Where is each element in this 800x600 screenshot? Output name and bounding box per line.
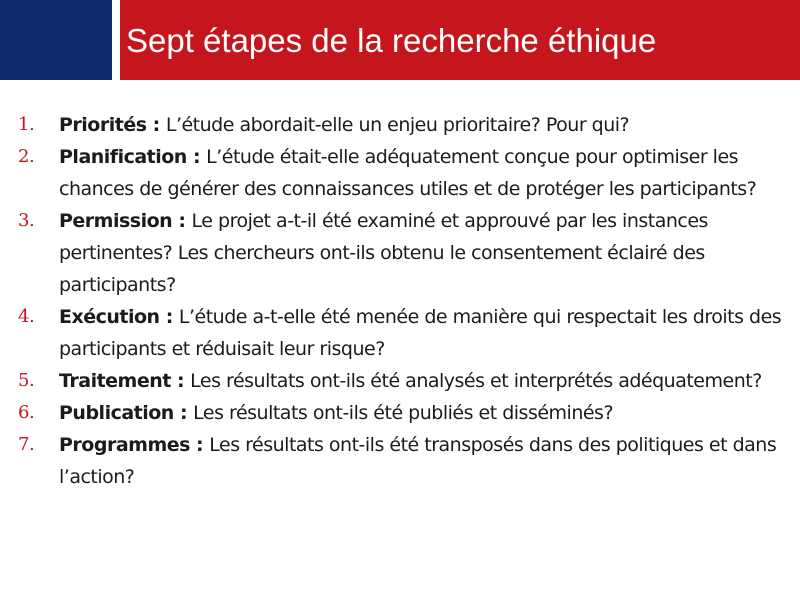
step-text: Les résultats ont-ils été transposés dans des politiques et dans l’action? — [59, 434, 777, 488]
step-text: L’étude abordait-elle un enjeu prioritaire? Pour qui? — [165, 114, 630, 136]
header-divider — [112, 0, 120, 80]
step-text: Les résultats ont-ils été analysés et interprétés adéquatement? — [190, 370, 762, 392]
step-number: 3. — [18, 210, 35, 231]
step-term: Programmes : — [59, 434, 210, 456]
step-term: Permission : — [59, 210, 192, 232]
step-item-programmes — [18, 429, 788, 493]
header-blue-block — [0, 0, 112, 80]
step-term: Publication : — [59, 402, 194, 424]
step-text: Les résultats ont-ils été publiés et disséminés? — [193, 402, 614, 424]
step-text: Le projet a-t-il été examiné et approuvé par les instances pertinentes? Les chercheurs ont-ils obtenu le consentement éclairé des participants? — [59, 210, 708, 296]
step-item-traitement — [18, 365, 788, 397]
step-text: L’étude était-elle adéquatement conçue pour optimiser les chances de générer des connaissances utiles et de protéger les participants? — [59, 146, 757, 200]
step-text: L’étude a-t-elle été menée de manière qui respectait les droits des participants et réduisait leur risque? — [59, 306, 782, 360]
step-item-priorites — [18, 109, 788, 141]
step-number: 2. — [18, 146, 35, 167]
steps-list — [18, 109, 788, 493]
slide-title: Sept étapes de la recherche éthique — [126, 22, 657, 59]
step-item-execution — [18, 301, 788, 365]
step-item-permission — [18, 205, 788, 301]
step-term: Exécution : — [59, 306, 179, 328]
step-item-publication — [18, 397, 788, 429]
step-term: Priorités : — [59, 114, 166, 136]
step-term: Traitement : — [59, 370, 191, 392]
step-number: 5. — [18, 370, 35, 391]
step-term: Planification : — [59, 146, 207, 168]
step-item-planification — [18, 141, 788, 205]
step-number: 1. — [18, 114, 35, 135]
step-number: 7. — [18, 434, 35, 455]
step-number: 4. — [18, 306, 35, 327]
step-number: 6. — [18, 402, 35, 423]
